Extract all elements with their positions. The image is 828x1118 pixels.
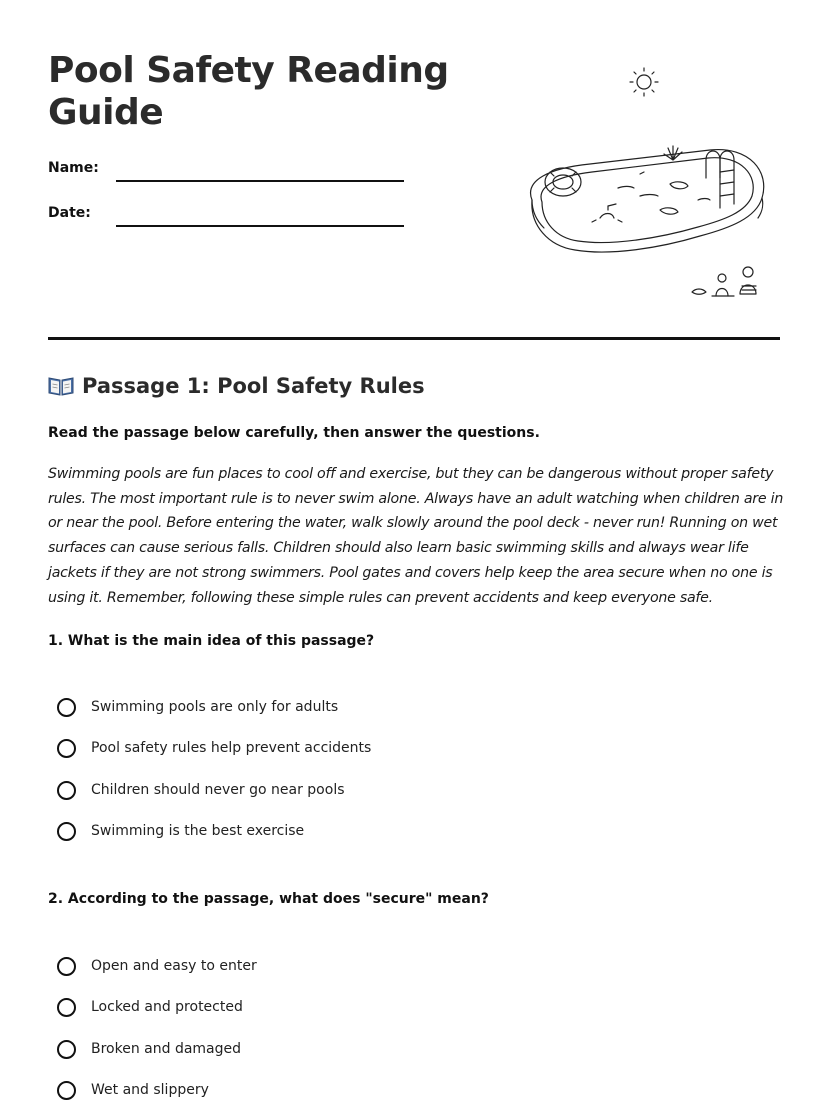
radio-button[interactable] [57, 739, 76, 758]
question-1-option-2[interactable] [57, 735, 371, 761]
option-label: Swimming is the best exercise [91, 823, 305, 839]
people-icon [692, 267, 756, 296]
question-2: 2. According to the passage, what does "secure" mean? [48, 891, 489, 907]
date-label: Date: [48, 205, 91, 221]
radio-button[interactable] [57, 957, 76, 976]
option-label: Open and easy to enter [91, 958, 257, 974]
open-book-icon [48, 375, 74, 397]
question-2-option-1[interactable] [57, 953, 257, 979]
passage-text: Swimming pools are fun places to cool off and exercise, but they can be dangerous without proper safety rules. The most important rule is to never swim alone. Always have an adult watching when children are in or near the pool. Before entering the water, walk slowly around the pool deck - never run! Running on wet surfaces can cause serious falls. Children should also learn basic swimming skills and always wear life jackets if they are not strong swimmers. Pool gates and covers help keep the area secure when no one is using it. Remember, following these simple rules can prevent accidents and keep everyone safe. [48, 466, 784, 606]
option-label: Children should never go near pools [91, 782, 345, 798]
passage-instructions: Read the passage below carefully, then answer the questions. [48, 425, 540, 441]
name-field-row [48, 160, 408, 184]
question-1: 1. What is the main idea of this passage? [48, 633, 375, 649]
name-label: Name: [48, 160, 99, 176]
passage-heading [48, 374, 425, 398]
question-1-option-4[interactable] [57, 818, 304, 844]
date-blank-line[interactable] [116, 225, 404, 227]
question-2-option-4[interactable] [57, 1077, 209, 1103]
name-blank-line[interactable] [116, 180, 404, 182]
question-2-option-3[interactable] [57, 1036, 241, 1062]
option-label: Locked and protected [91, 999, 243, 1015]
radio-button[interactable] [57, 1040, 76, 1059]
option-label: Broken and damaged [91, 1041, 242, 1057]
option-label: Pool safety rules help prevent accidents [91, 740, 372, 756]
question-2-option-2[interactable] [57, 994, 243, 1020]
header-divider [48, 337, 780, 340]
radio-button[interactable] [57, 781, 76, 800]
passage-heading-text: Passage 1: Pool Safety Rules [82, 374, 425, 398]
question-1-option-1[interactable] [57, 694, 338, 720]
date-field-row [48, 205, 408, 229]
question-1-option-3[interactable] [57, 777, 345, 803]
radio-button[interactable] [57, 1081, 76, 1100]
sun-icon [630, 68, 658, 96]
radio-button[interactable] [57, 698, 76, 717]
option-label: Wet and slippery [91, 1082, 209, 1098]
pool-illustration [520, 60, 770, 305]
radio-button[interactable] [57, 998, 76, 1017]
option-label: Swimming pools are only for adults [91, 699, 339, 715]
radio-button[interactable] [57, 822, 76, 841]
page-title: Pool Safety Reading Guide [48, 50, 449, 133]
